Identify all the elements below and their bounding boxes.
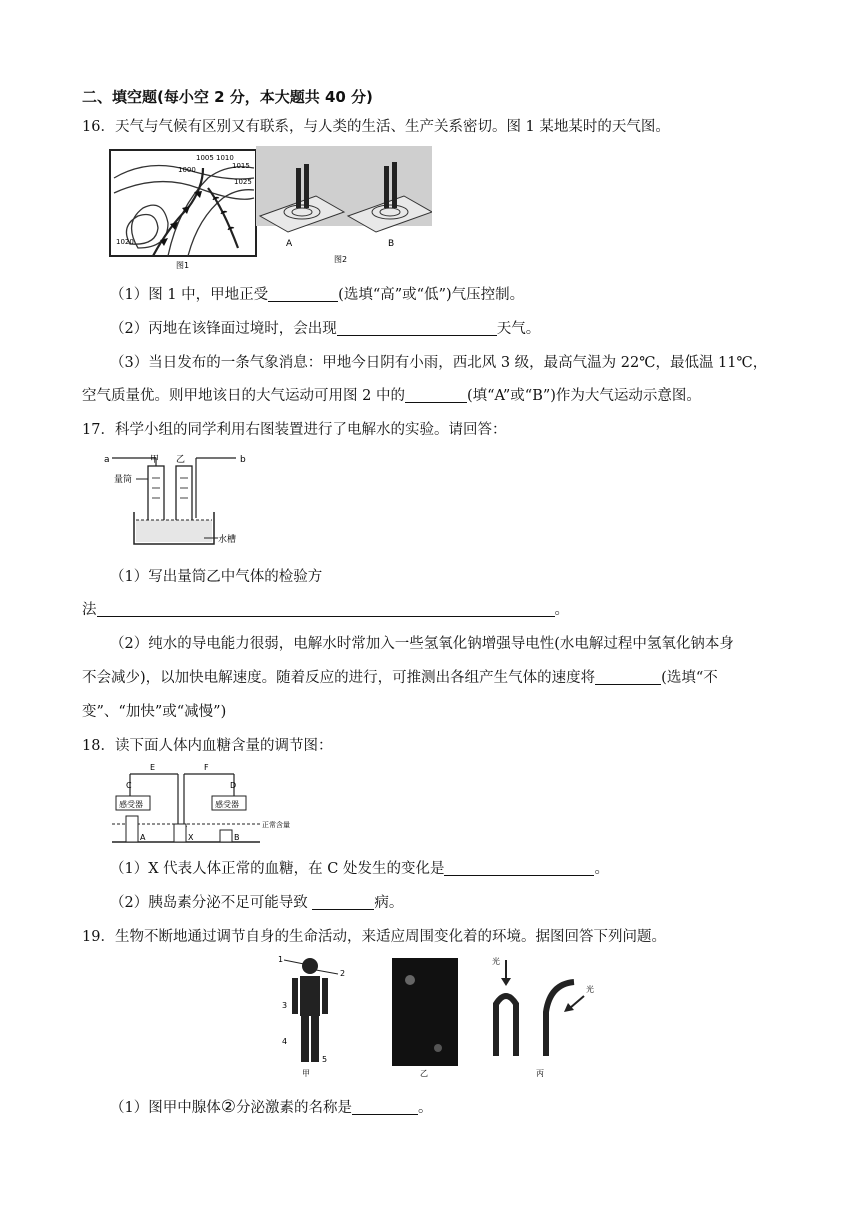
normal-level-label: 正常含量 [262,821,290,829]
point-c-label: C [126,781,132,790]
q16-weather-map-figure [108,148,258,270]
fig1-label: 图1 [176,261,190,270]
label-1: 1 [278,955,284,964]
fig2-a-label: A [286,239,293,249]
tube-yi-label: 乙 [176,455,186,465]
electrode-a-label: a [104,455,110,465]
isobar-label: 1015 [232,162,250,170]
label-3: 3 [282,1001,288,1010]
fig-jia-label: 甲 [302,1069,310,1078]
tube-label: 量筒 [114,475,133,485]
fig2-label: 图2 [334,255,348,264]
fig-bing-label: 丙 [536,1069,544,1078]
label-4: 4 [282,1037,288,1046]
electrode-b-label: b [240,455,246,465]
fig2-b-label: B [388,239,395,249]
q16-part3-line2: 空气质量优。则甲地该日的大气运动可用图 2 中的 (填“A”或“B”)作为大气运动示意图。 [82,388,701,404]
isobar-label: 1020 [116,238,134,246]
light-label-1: 光 [492,957,500,966]
q17-stem: 17．科学小组的同学利用右图装置进行了电解水的实验。请回答： [82,422,507,438]
q17-part2-line3: 变”、“加快”或“减慢”) [82,704,227,720]
isobar-label: 1000 [178,166,196,174]
tube-jia-label: 甲 [150,455,160,465]
receptor-c-label: 感受器 [119,800,143,809]
q19-part1: （1）图甲中腺体②分泌激素的名称是 。 [110,1097,433,1117]
q18-blood-sugar-figure [110,760,300,850]
level-x-label: X [188,833,194,842]
level-a-label: A [140,833,146,842]
q19-stem: 19．生物不断地通过调节自身的生命活动，来适应周围变化着的环境。据图回答下列问题。 [82,929,666,945]
q16-stem: 16．天气与气候有区别又有联系，与人类的生活、生产关系密切。图 1 某地某时的天气图。 [82,119,670,135]
level-b-label: B [234,833,240,842]
q16-part1: （1）图 1 中，甲地正受 (选填“高”或“低”)气压控制。 [110,287,525,303]
q17-electrolysis-figure [104,448,264,552]
answer-blank[interactable] [595,670,661,685]
answer-blank[interactable] [405,388,467,403]
fig-yi-label: 乙 [420,1069,428,1078]
receptor-d-label: 感受器 [215,800,239,809]
arrow-e-label: E [150,763,156,772]
tank-label: 水槽 [218,535,237,545]
isobar-label: 1005 [196,154,214,162]
q19-figures [278,952,618,1080]
arrow-f-label: F [204,763,209,772]
q18-stem: 18．读下面人体内血糖含量的调节图： [82,738,333,754]
point-d-label: D [230,781,237,790]
answer-blank[interactable] [444,861,594,876]
answer-blank[interactable] [312,895,374,910]
light-label-2: 光 [586,985,594,994]
q17-part1-line2: 法 。 [82,602,569,618]
label-2: 2 [340,969,346,978]
isobar-label: 1010 [216,154,234,162]
q17-part1-line1: （1）写出量筒乙中气体的检验方 [110,569,323,585]
q17-part2-line1: （2）纯水的导电能力很弱，电解水时常加入一些氢氧化钠增强导电性(水电解过程中氢氧化钠本身 [110,636,734,652]
q18-part1: （1）X 代表人体正常的血糖，在 C 处发生的变化是 。 [110,861,609,877]
q18-part2: （2）胰岛素分泌不足可能导致 病。 [110,895,404,911]
section-title: 二、填空题(每小空 2 分，本大题共 40 分) [82,88,373,106]
q17-part2-line2: 不会减少)，以加快电解速度。随着反应的进行，可推测出各组产生气体的速度将 (选填“不 [82,670,718,686]
answer-blank[interactable] [268,287,338,302]
q16-part3-line1: （3）当日发布的一条气象消息：甲地今日阴有小雨，西北风 3 级，最高气温为 22℃，最低温 11℃， [110,355,768,371]
answer-blank[interactable] [337,321,497,336]
circled-number-2: ② [220,1097,236,1117]
label-5: 5 [322,1055,328,1064]
isobar-label: 1025 [234,178,252,186]
answer-blank[interactable] [97,602,555,617]
q16-part2: （2）丙地在该锋面过境时，会出现 天气。 [110,321,541,337]
q16-air-motion-figure [256,146,432,270]
answer-blank[interactable] [352,1100,418,1115]
